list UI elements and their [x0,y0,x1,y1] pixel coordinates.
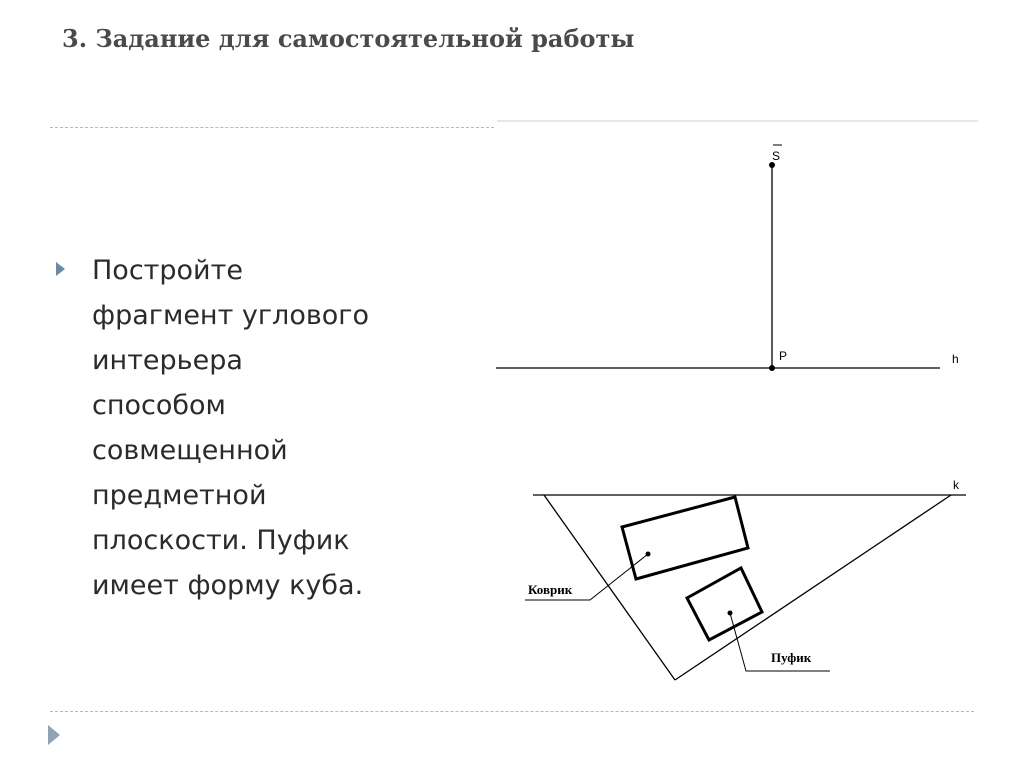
rug-rectangle [622,497,748,579]
task-text: Постройте фрагмент углового интерьера способом совмещенной предметной плоскости. Пуфик имеет форму куба. [92,255,369,601]
next-slide-arrow-icon[interactable] [48,725,60,745]
label-pouf: Пуфик [771,650,812,665]
floor-right-edge [675,495,951,680]
point-p [769,365,775,371]
label-p: P [779,349,788,363]
slide-title: 3. Задание для самостоятельной работы [62,24,635,53]
label-k: k [953,478,959,492]
label-s: S [772,149,781,163]
label-rug: Коврик [528,582,573,597]
footer-divider [50,711,974,712]
label-h: h [952,352,959,366]
